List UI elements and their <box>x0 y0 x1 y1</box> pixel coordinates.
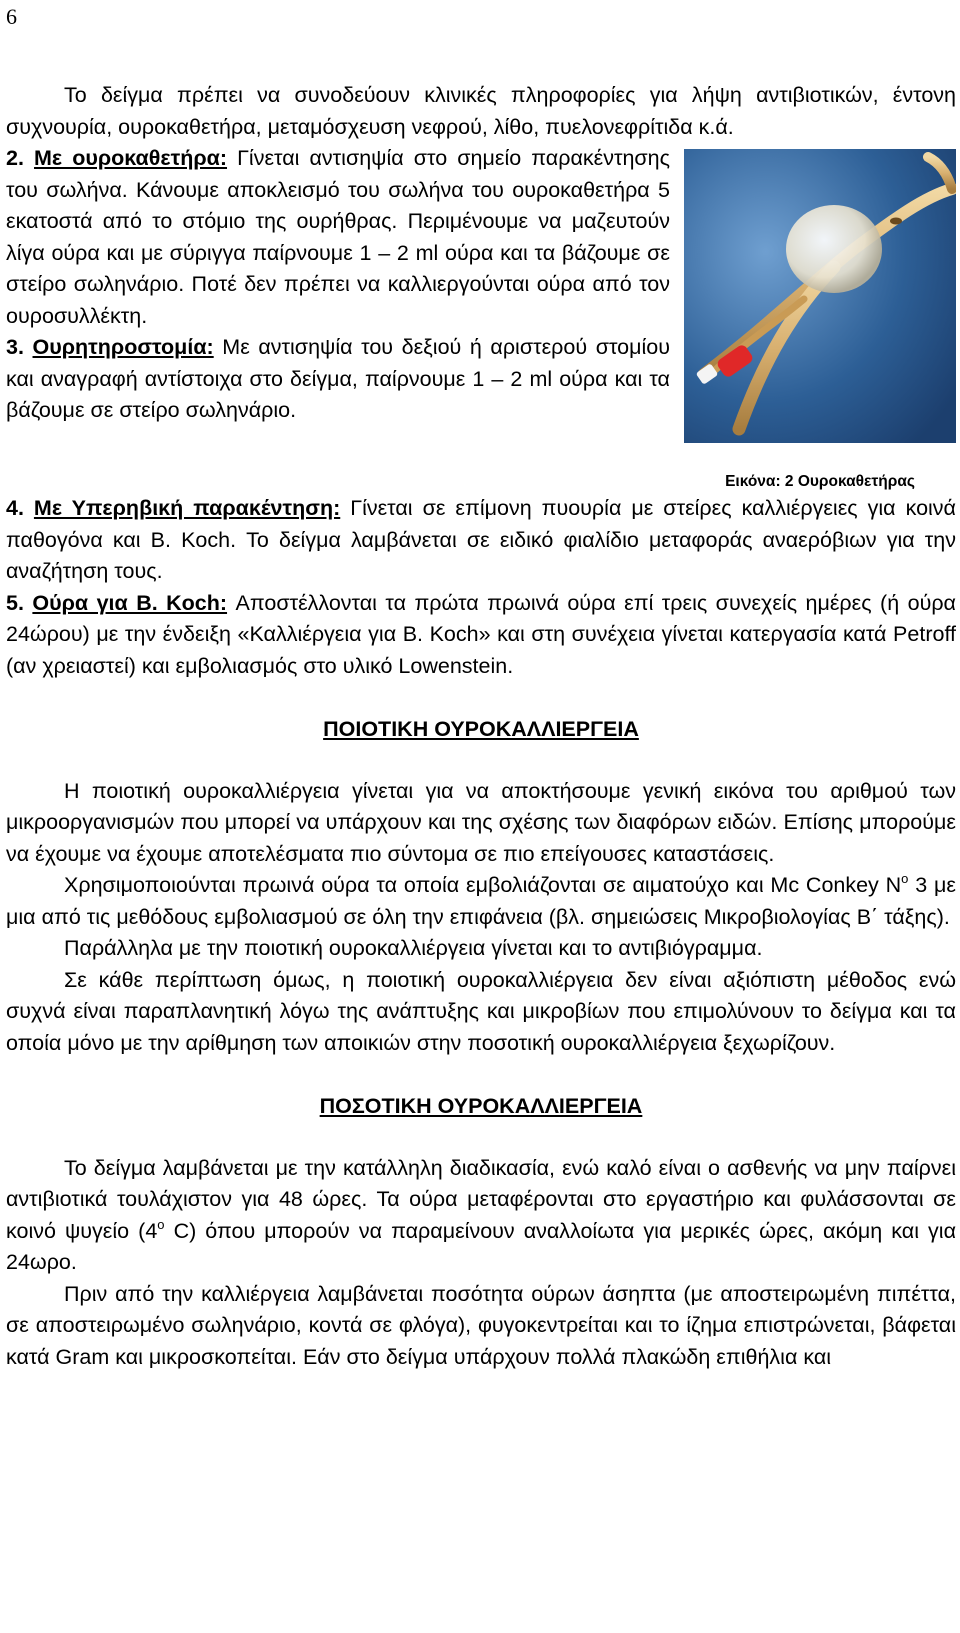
item-5-body: Αποστέλλονται τα πρώτα πρωινά ούρα επί τρεις συνεχείς ημέρες (ή ούρα 24ώρου) με την ένδειξη «Καλλιέργεια για Β. Koch» και στη συνέχεια γίνεται κατεργασία κατά Petroff (αν χρειαστεί) και εμβολιασμός στο υλικό Lowenstein. <box>6 590 956 678</box>
page-number: 6 <box>6 4 17 29</box>
item-3-body: Με αντισηψία του δεξιού ή αριστερού στομίου και αναγραφή αντίστοιχα στο δείγμα, παίρνουμε 1 – 2 ml ούρα και τα βάζουμε σε στείρο σωληνάριο. <box>6 335 670 422</box>
figure-caption: Εικόνα: 2 Ουροκαθετήρας <box>725 473 915 490</box>
degree-superscript: ο <box>157 1216 165 1232</box>
quantitative-p1-end: C) όπου μπορούν να παραμείνουν αναλλοίωτα για μερικές ώρες, ακόμη και για 24ωρο. <box>6 1218 957 1274</box>
item-2-title: Με ουροκαθετήρα: <box>34 146 228 170</box>
item-2-number: 2. <box>6 146 24 170</box>
item-5-paragraph <box>6 588 956 683</box>
qualitative-p2-start: Χρησιμοποιούνται πρωινά ούρα τα οποία εμβολιάζονται σε αιματούχο και Mc Conkey N <box>64 873 902 897</box>
quantitative-paragraph-1 <box>6 1153 956 1279</box>
item-4-number: 4. <box>6 496 24 520</box>
item-2-body: Γίνεται αντισηψία στο σημείο παρακέντησης του σωλήνα. Κάνουμε αποκλεισμό του σωλήνα του ουροκαθετήρα 5 εκατοστά από το στόμιο της ουρήθρας. Περιμένουμε να μαζευτούν λίγα ούρα και με σύριγγα παίρνουμε 1 – 2 ml ούρα και τα βάζουμε σε στείρο σωληνάριο. Ποτέ δεν πρέπει να καλλιεργούνται ούρα από τον ουροσυλλέκτη. <box>6 146 670 328</box>
qualitative-paragraph-4: Σε κάθε περίπτωση όμως, η ποιοτική ουροκαλλιέργεια δεν είναι αξιόπιστη μέθοδος ενώ συχνά είναι παραπλανητική λόγω της ανάπτυξης και μικροβίων που επιμολύνουν το δείγμα και τα οποία μόνο με την αρίθμηση των αποικιών στην ποσοτική ουροκαλλιέργεια ξεχωρίζουν. <box>6 967 956 1055</box>
urinary-catheter-photo <box>684 149 956 443</box>
qualitative-p2-end: 3 με μια από τις μεθόδους εμβολιασμού σε όλη την επιφάνεια (βλ. σημειώσεις Μικροβιολογίας Β΄ τάξης). <box>6 873 956 929</box>
qualitative-heading: ΠΟΙΟΤΙΚΗ ΟΥΡΟΚΑΛΛΙΕΡΓΕΙΑ <box>323 717 639 741</box>
item-3-title: Ουρητηροστομία: <box>32 335 214 359</box>
item-3-number: 3. <box>6 335 24 359</box>
document-body <box>6 80 956 1373</box>
item-4-body: Γίνεται σε επίμονη πυουρία με στείρες καλλιέργειες για κοινά παθογόνα και Β. Koch. Το δείγμα λαμβάνεται σε ειδικό φιαλίδιο μεταφοράς αναερόβιων για την αναζήτηση τους. <box>6 496 956 583</box>
quantitative-heading: ΠΟΣΟΤΙΚΗ ΟΥΡΟΚΑΛΛΙΕΡΓΕΙΑ <box>319 1094 643 1118</box>
catheter-figure <box>684 149 956 493</box>
item-5-number: 5. <box>6 590 24 615</box>
quantitative-p1-start: Το δείγμα λαμβάνεται με την κατάλληλη διαδικασία, ενώ καλό είναι ο ασθενής να μην παίρνει αντιβιοτικά τουλάχιστον για 48 ώρες. Τα ούρα μεταφέρονται στο εργαστήριο και φυλάσσονται σε κοινό ψυγείο (4 <box>6 1155 956 1243</box>
quantitative-paragraph-2: Πριν από την καλλιέργεια λαμβάνεται ποσότητα ούρων άσηπτα (με αποστειρωμένη πιπέττα, σε αποστειρωμένο σωληνάριο, κοντά σε φλόγα), φυγοκεντρείται και το ίζημα επιστρώνεται, βάφεται κατά Gram και μικροσκοπείται. Εάν στο δείγμα υπάρχουν πολλά πλακώδη επιθήλια και <box>6 1281 956 1369</box>
qualitative-paragraph-3: Παράλληλα με την ποιοτική ουροκαλλιέργεια γίνεται και το αντιβιόγραμμα. <box>64 936 763 960</box>
item-5-title: Ούρα για Β. Koch: <box>32 590 228 615</box>
item-4-paragraph <box>6 493 956 588</box>
qualitative-paragraph-1: Η ποιοτική ουροκαλλιέργεια γίνεται για να αποκτήσουμε γενική εικόνα του αριθμού των μικροοργανισμών που μπορεί να υπάρχουν και της σχέσης των διαφόρων ειδών. Επίσης μπορούμε να έχουμε να έχουμε αποτελέσματα πιο σύντομα σε πιο επείγουσες καταστάσεις. <box>6 778 956 866</box>
item-4-title: Με Υπερηβική παρακέντηση: <box>33 496 341 520</box>
superscript-o: o <box>901 871 909 886</box>
intro-paragraph: Το δείγμα πρέπει να συνοδεύουν κλινικές πληροφορίες για λήψη αντιβιοτικών, έντονη συχνουρία, ουροκαθετήρα, μεταμόσχευση νεφρού, λίθο, πυελονεφρίτιδα κ.ά. <box>6 83 956 139</box>
qualitative-paragraph-2 <box>6 870 956 933</box>
